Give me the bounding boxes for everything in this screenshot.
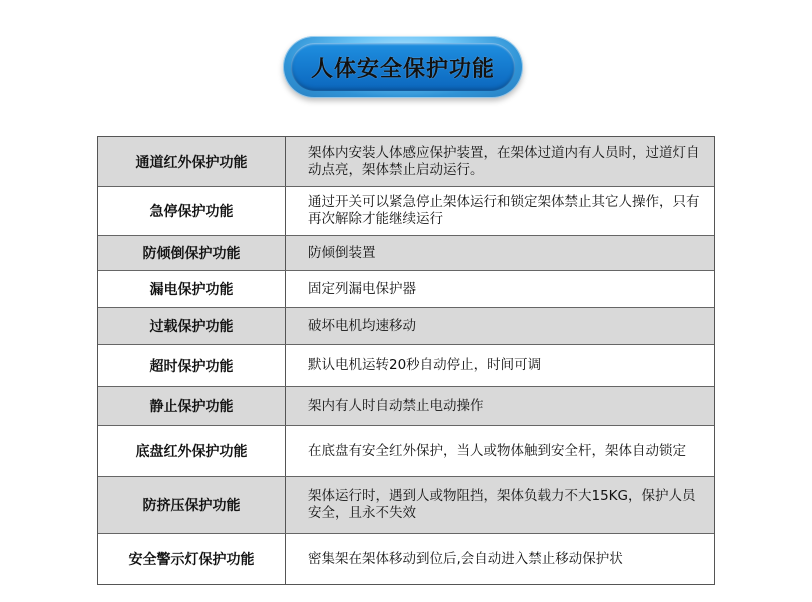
- table-row: [98, 387, 714, 426]
- feature-name: 静止保护功能: [98, 387, 286, 425]
- title-badge: [283, 36, 523, 98]
- feature-desc: 通过开关可以紧急停止架体运行和锁定架体禁止其它人操作，只有再次解除才能继续运行: [308, 194, 700, 227]
- feature-name: 漏电保护功能: [98, 271, 286, 307]
- table-row: [98, 271, 714, 308]
- feature-name: 超时保护功能: [98, 345, 286, 386]
- feature-desc: 固定列漏电保护器: [308, 280, 416, 297]
- feature-desc: 密集架在架体移动到位后,会自动进入禁止移动保护状: [308, 550, 623, 567]
- feature-name: 急停保护功能: [98, 187, 286, 235]
- title-badge-inner: [291, 43, 515, 91]
- feature-name: 通道红外保护功能: [98, 137, 286, 186]
- table-row: [98, 426, 714, 477]
- table-row: [98, 308, 714, 345]
- feature-desc: 架体运行时，遇到人或物阻挡，架体负载力不大15KG，保护人员安全，且永不失效: [308, 488, 696, 521]
- feature-name: 防倾倒保护功能: [98, 236, 286, 270]
- feature-table: [97, 136, 715, 585]
- feature-desc: 破坏电机均速移动: [308, 317, 416, 334]
- table-row: [98, 345, 714, 387]
- table-row: [98, 477, 714, 534]
- feature-desc: 在底盘有安全红外保护，当人或物体触到安全杆，架体自动锁定: [308, 442, 686, 459]
- page-title: 人体安全保护功能: [310, 56, 495, 82]
- feature-desc: 架内有人时自动禁止电动操作: [308, 397, 484, 414]
- feature-name: 底盘红外保护功能: [98, 426, 286, 476]
- feature-name: 过载保护功能: [98, 308, 286, 344]
- table-row: [98, 187, 714, 236]
- table-row: [98, 137, 714, 187]
- table-row: [98, 236, 714, 271]
- feature-desc: 架体内安装人体感应保护装置，在架体过道内有人员时，过道灯自动点亮，架体禁止启动运行。: [308, 144, 700, 178]
- feature-name: 防挤压保护功能: [98, 477, 286, 533]
- table-row: [98, 534, 714, 584]
- feature-desc: 默认电机运转20秒自动停止，时间可调: [308, 357, 542, 373]
- feature-name: 安全警示灯保护功能: [98, 534, 286, 584]
- feature-desc: 防倾倒装置: [308, 244, 376, 261]
